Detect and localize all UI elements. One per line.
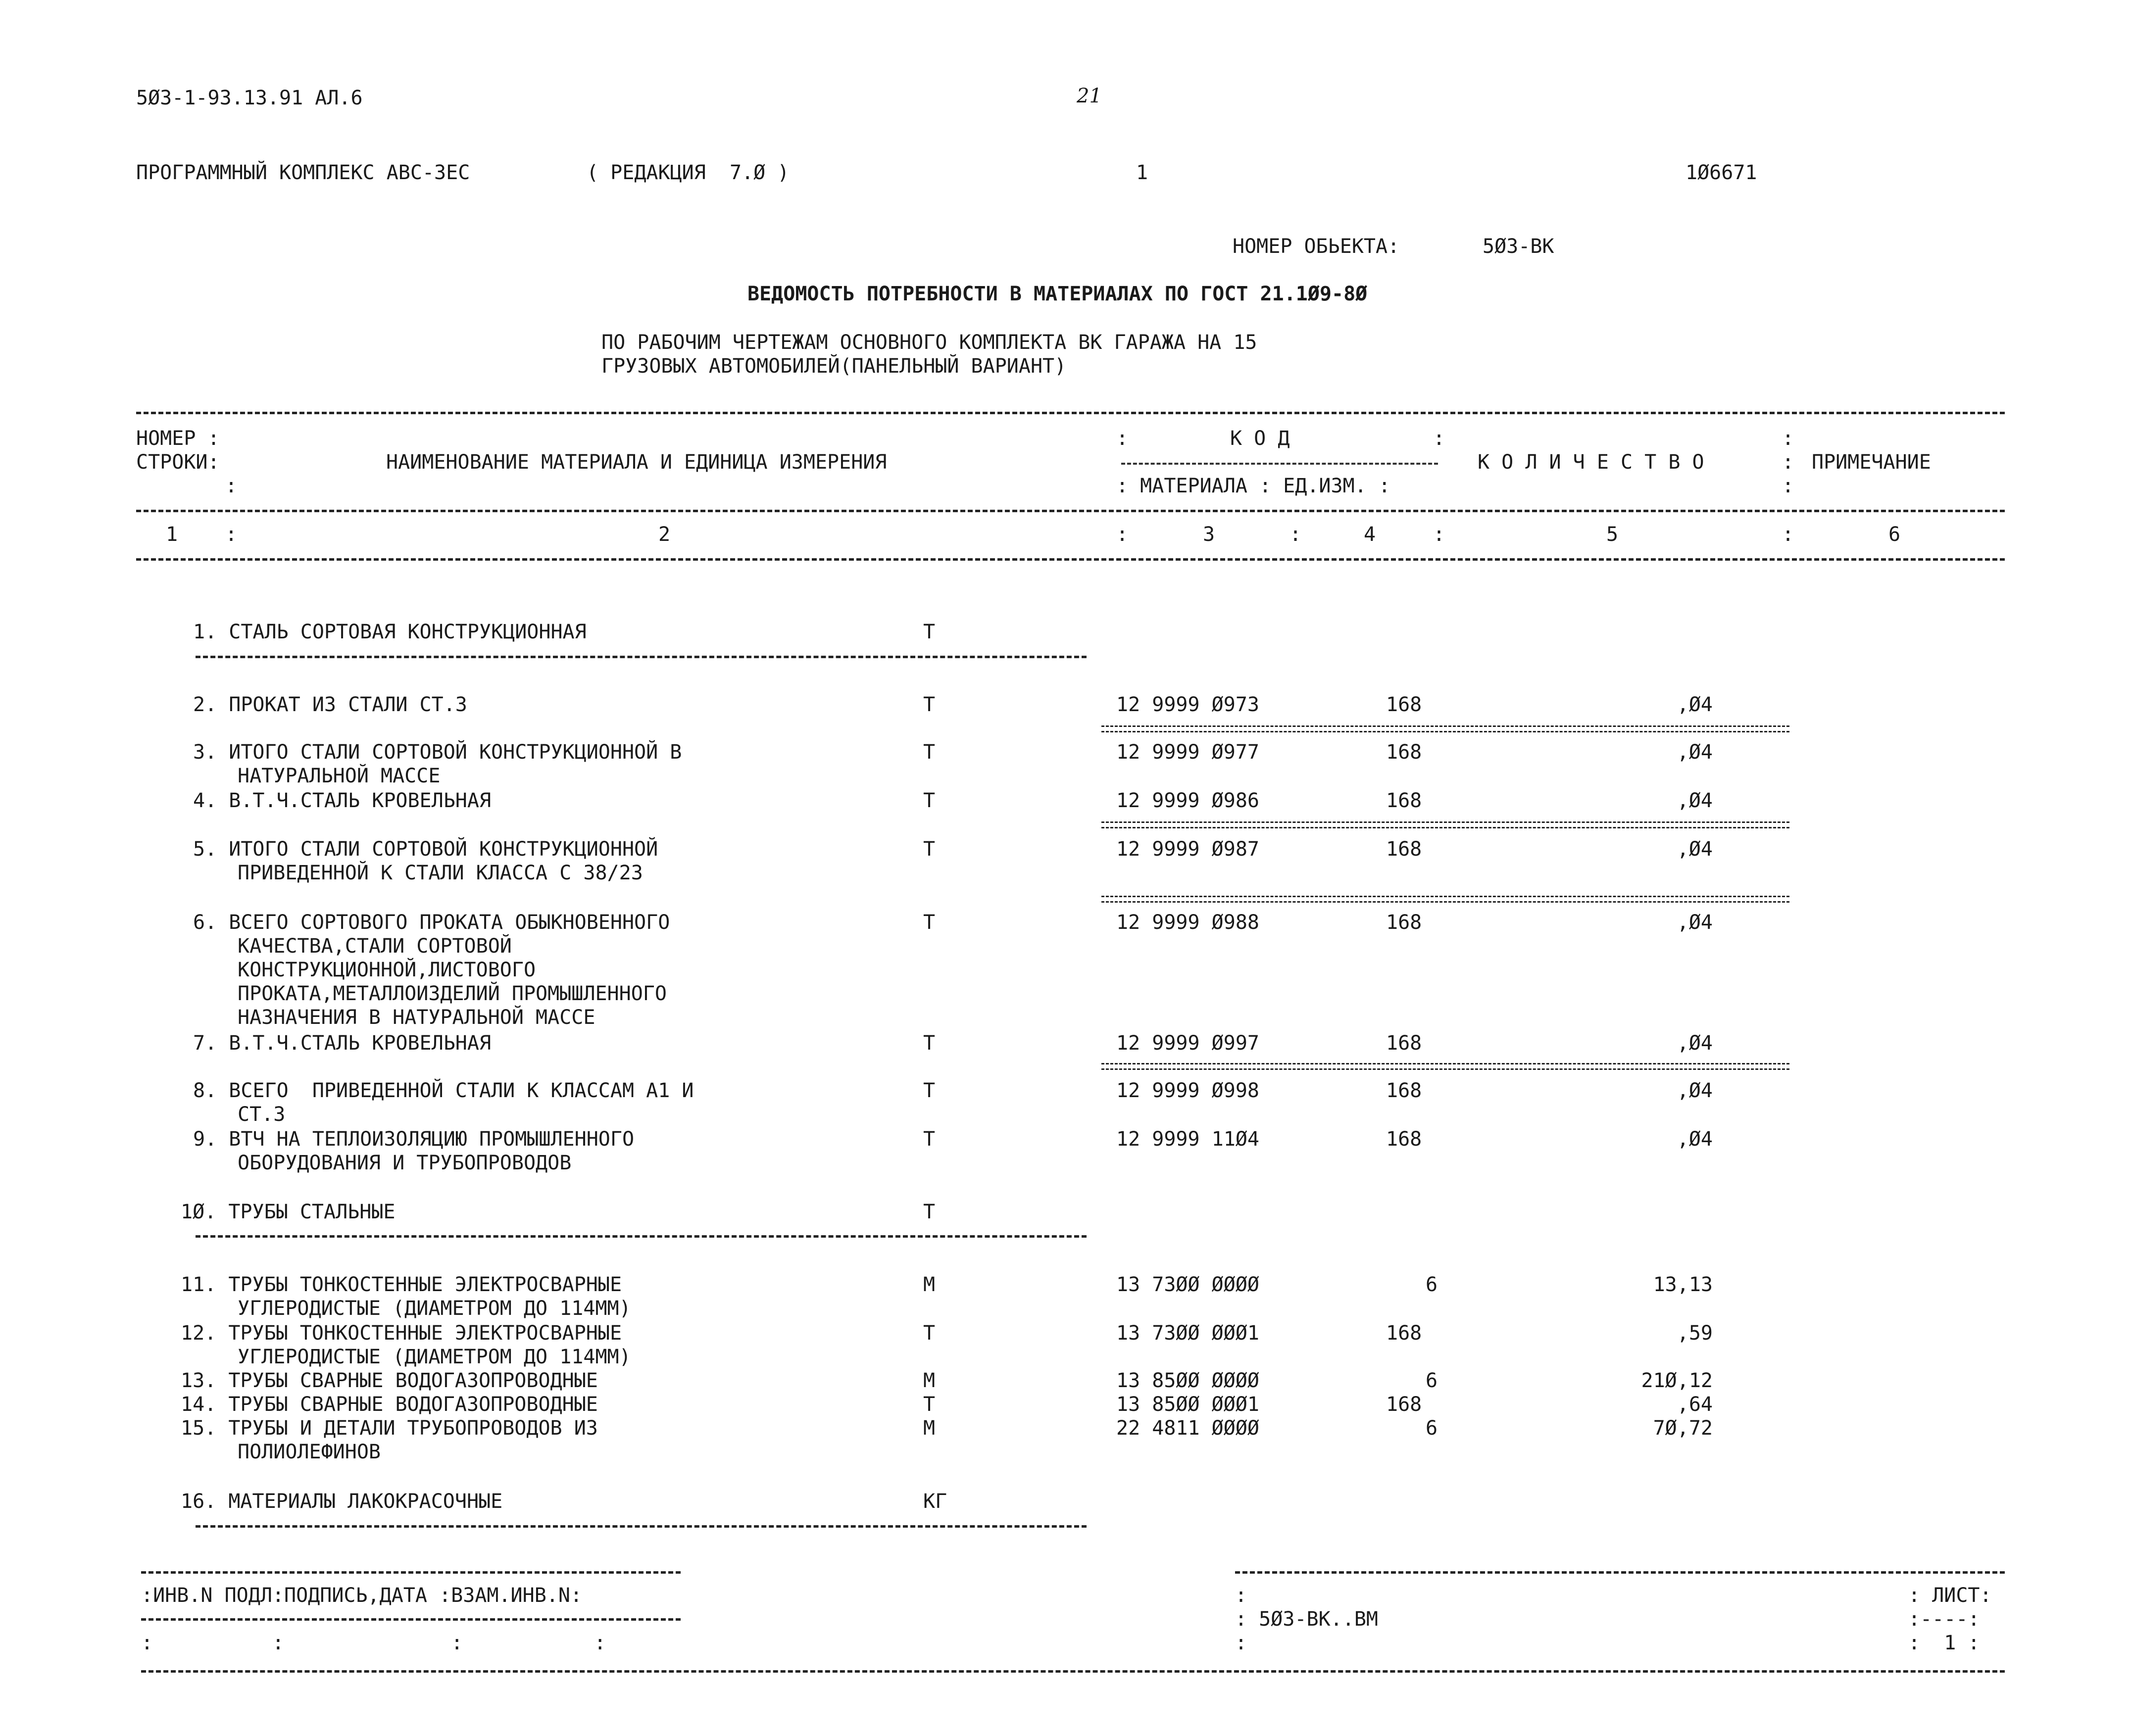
serial-number: 1Ø6671: [1685, 161, 1757, 184]
row-name: 11. ТРУБЫ ТОНКОСТЕННЫЕ ЭЛЕКТРОСВАРНЫЕ: [181, 1273, 622, 1296]
col-sep: :: [1116, 523, 1129, 546]
stamp-row: : : : :: [141, 1632, 606, 1654]
row-name-cont: УГЛЕРОДИСТЫЕ (ДИАМЕТРОМ ДО 114ММ): [238, 1297, 631, 1320]
row-name: 1Ø. ТРУБЫ СТАЛЬНЫЕ: [181, 1201, 396, 1223]
subtitle-line-1: ПО РАБОЧИМ ЧЕРТЕЖАМ ОСНОВНОГО КОМПЛЕКТА ВК ГАРАЖА НА 15: [601, 331, 1257, 354]
row-unit: Т: [923, 1128, 936, 1151]
stamp-header: :ИНВ.N ПОДЛ:ПОДПИСЬ,ДАТА :ВЗАМ.ИНВ.N:: [141, 1584, 583, 1607]
row-unit: Т: [923, 1201, 936, 1223]
row-quantity: ,Ø4: [1677, 1032, 1713, 1055]
row-quantity: ,Ø4: [1677, 1128, 1713, 1151]
row-unit: КГ: [923, 1490, 947, 1513]
row-unit: Т: [923, 1032, 936, 1055]
subtotal-rule: [1101, 725, 1789, 732]
row-unit-code: 168: [1386, 838, 1422, 861]
row-name: 15. ТРУБЫ И ДЕТАЛИ ТРУБОПРОВОДОВ ИЗ: [181, 1417, 598, 1440]
row-quantity: ,Ø4: [1677, 838, 1713, 861]
col-sep: :: [1782, 475, 1794, 497]
col-sep: :: [1433, 427, 1445, 450]
row-quantity: ,Ø4: [1677, 741, 1713, 764]
col-sep: :: [1116, 427, 1129, 450]
row-material-code: 12 9999 Ø997: [1116, 1032, 1259, 1055]
col-sep: :: [1782, 427, 1794, 450]
col-sep: :: [1782, 523, 1794, 546]
subtitle-line-2: ГРУЗОВЫХ АВТОМОБИЛЕЙ(ПАНЕЛЬНЫЙ ВАРИАНТ): [601, 355, 1067, 378]
row-unit-code: 168: [1386, 789, 1422, 812]
program-name: ПРОГРАММНЫЙ КОМПЛЕКС АВС-3ЕС: [136, 161, 470, 184]
col2-header: НАИМЕНОВАНИЕ МАТЕРИАЛА И ЕДИНИЦА ИЗМЕРЕНИЯ: [386, 451, 887, 474]
row-quantity: ,64: [1677, 1393, 1713, 1416]
stamp-mid-rule: [141, 1618, 681, 1621]
row-unit: Т: [923, 1322, 936, 1345]
row-unit: Т: [923, 693, 936, 716]
row-quantity: ,Ø4: [1677, 1079, 1713, 1102]
row-name-cont: КОНСТРУКЦИОННОЙ,ЛИСТОВОГО: [238, 959, 536, 981]
row-quantity: ,Ø4: [1677, 911, 1713, 934]
section-rule: [196, 1235, 1087, 1238]
row-quantity: ,Ø4: [1677, 789, 1713, 812]
row-unit-code: 168: [1386, 1032, 1422, 1055]
object-number-label: НОМЕР ОБЬЕКТА:: [1233, 235, 1400, 258]
row-name-cont: ПРИВЕДЕННОЙ К СТАЛИ КЛАССА С 38/23: [238, 862, 643, 884]
row-name: 8. ВСЕГО ПРИВЕДЕННОЙ СТАЛИ К КЛАССАМ А1 И: [193, 1079, 694, 1102]
document-code: 5Ø3-1-93.13.91 АЛ.6: [136, 87, 363, 109]
row-unit: Т: [923, 1393, 936, 1416]
row-unit-code: 6: [1426, 1417, 1438, 1440]
subtotal-rule: [1101, 821, 1789, 828]
page-title: ВЕДОМОСТЬ ПОТРЕБНОСТИ В МАТЕРИАЛАХ ПО ГОСТ 21.1Ø9-8Ø: [747, 283, 1368, 305]
row-material-code: 12 9999 Ø987: [1116, 838, 1259, 861]
row-unit: Т: [923, 838, 936, 861]
row-unit: Т: [923, 621, 936, 643]
row-name: 14. ТРУБЫ СВАРНЫЕ ВОДОГАЗОПРОВОДНЫЕ: [181, 1393, 598, 1416]
doc-reference: : 5Ø3-ВК..ВМ: [1235, 1608, 1378, 1631]
stamp-top-rule-right: [1235, 1571, 2005, 1574]
row-unit-code: 168: [1386, 741, 1422, 764]
stamp-top-rule-left: [141, 1571, 681, 1574]
code-subheader: : МАТЕРИАЛА : ЕД.ИЗМ. :: [1116, 475, 1390, 497]
row-material-code: 12 9999 11Ø4: [1116, 1128, 1259, 1151]
row-quantity: 21Ø,12: [1641, 1369, 1713, 1392]
colnum-3: 3: [1203, 523, 1215, 546]
col1-header-line2: СТРОКИ:: [136, 451, 220, 474]
row-unit: Т: [923, 1079, 936, 1102]
row-material-code: 12 9999 Ø973: [1116, 693, 1259, 716]
doc-ref-colon: :: [1235, 1632, 1247, 1654]
sheet-separator: :----:: [1908, 1608, 1980, 1631]
table-top-rule: [136, 412, 2005, 414]
row-name: 1. СТАЛЬ СОРТОВАЯ КОНСТРУКЦИОННАЯ: [193, 621, 587, 643]
row-name: 5. ИТОГО СТАЛИ СОРТОВОЙ КОНСТРУКЦИОННОЙ: [193, 838, 658, 861]
row-name: 7. В.Т.Ч.СТАЛЬ КРОВЕЛЬНАЯ: [193, 1032, 492, 1055]
row-name-cont: СТ.3: [238, 1103, 286, 1126]
sheet-label: : ЛИСТ:: [1908, 1584, 1992, 1607]
row-name: 16. МАТЕРИАЛЫ ЛАКОКРАСОЧНЫЕ: [181, 1490, 503, 1513]
sheet-number: : 1 :: [1908, 1632, 1980, 1654]
row-material-code: 13 85ØØ ØØØ1: [1116, 1393, 1259, 1416]
row-quantity: ,Ø4: [1677, 693, 1713, 716]
row-unit-code: 168: [1386, 693, 1422, 716]
colnum-5: 5: [1606, 523, 1619, 546]
quantity-header: К О Л И Ч Е С Т В О: [1478, 451, 1704, 474]
row-unit-code: 168: [1386, 1128, 1422, 1151]
colnum-6: 6: [1888, 523, 1901, 546]
section-rule: [196, 656, 1087, 658]
section-rule: [196, 1525, 1087, 1528]
row-name: 13. ТРУБЫ СВАРНЫЕ ВОДОГАЗОПРОВОДНЫЕ: [181, 1369, 598, 1392]
row-unit: Т: [923, 741, 936, 764]
row-unit-code: 6: [1426, 1369, 1438, 1392]
col-sep: :: [1289, 523, 1302, 546]
row-material-code: 13 85ØØ ØØØØ: [1116, 1369, 1259, 1392]
row-name-cont: УГЛЕРОДИСТЫЕ (ДИАМЕТРОМ ДО 114ММ): [238, 1346, 631, 1368]
row-name-cont: ПОЛИОЛЕФИНОВ: [238, 1441, 381, 1463]
colnum-4: 4: [1364, 523, 1376, 546]
row-name-cont: НАЗНАЧЕНИЯ В НАТУРАЛЬНОЙ МАССЕ: [238, 1006, 595, 1029]
row-unit-code: 168: [1386, 1322, 1422, 1345]
colnum-2: 2: [658, 523, 671, 546]
row-unit-code: 168: [1386, 1393, 1422, 1416]
row-unit-code: 6: [1426, 1273, 1438, 1296]
col1-header-line1: НОМЕР :: [136, 427, 220, 450]
row-material-code: 13 73ØØ ØØØ1: [1116, 1322, 1259, 1345]
subtotal-rule: [1101, 1063, 1789, 1070]
row-unit: Т: [923, 911, 936, 934]
code-header-rule: [1121, 463, 1438, 465]
code-header: К О Д: [1230, 427, 1290, 450]
row-material-code: 12 9999 Ø998: [1116, 1079, 1259, 1102]
col-sep: :: [1782, 451, 1794, 474]
header-bottom-rule: [136, 558, 2005, 561]
row-name: 9. ВТЧ НА ТЕПЛОИЗОЛЯЦИЮ ПРОМЫШЛЕННОГО: [193, 1128, 635, 1151]
row-unit: М: [923, 1417, 936, 1440]
stamp-bottom-rule: [141, 1670, 2005, 1673]
row-name: 4. В.Т.Ч.СТАЛЬ КРОВЕЛЬНАЯ: [193, 789, 492, 812]
row-name: 6. ВСЕГО СОРТОВОГО ПРОКАТА ОБЫКНОВЕННОГО: [193, 911, 670, 934]
col-sep: :: [225, 523, 238, 546]
row-quantity: ,59: [1677, 1322, 1713, 1345]
row-name-cont: ОБОРУДОВАНИЯ И ТРУБОПРОВОДОВ: [238, 1152, 572, 1174]
page-number: 1: [1136, 161, 1148, 184]
row-material-code: 22 4811 ØØØØ: [1116, 1417, 1259, 1440]
row-material-code: 12 9999 Ø988: [1116, 911, 1259, 934]
row-unit: Т: [923, 789, 936, 812]
colnum-1: 1: [166, 523, 178, 546]
col-sep: :: [1433, 523, 1445, 546]
row-quantity: 7Ø,72: [1653, 1417, 1713, 1440]
row-material-code: 12 9999 Ø977: [1116, 741, 1259, 764]
note-header: ПРИМЕЧАНИЕ: [1812, 451, 1931, 474]
row-name: 3. ИТОГО СТАЛИ СОРТОВОЙ КОНСТРУКЦИОННОЙ В: [193, 741, 682, 764]
row-unit: М: [923, 1273, 936, 1296]
row-material-code: 12 9999 Ø986: [1116, 789, 1259, 812]
row-unit-code: 168: [1386, 1079, 1422, 1102]
row-unit: М: [923, 1369, 936, 1392]
subtotal-rule: [1101, 896, 1789, 903]
object-number-value: 5Ø3-ВК: [1483, 235, 1554, 258]
edition: ( РЕДАКЦИЯ 7.Ø ): [587, 161, 790, 184]
col1-header-line3: :: [225, 475, 238, 497]
header-mid-rule: [136, 510, 2005, 512]
doc-ref-colon: :: [1235, 1584, 1247, 1607]
row-material-code: 13 73ØØ ØØØØ: [1116, 1273, 1259, 1296]
handwritten-page-number: 21: [1077, 85, 1102, 107]
row-name-cont: КАЧЕСТВА,СТАЛИ СОРТОВОЙ: [238, 935, 512, 958]
row-unit-code: 168: [1386, 911, 1422, 934]
row-name: 2. ПРОКАТ ИЗ СТАЛИ СТ.3: [193, 693, 467, 716]
row-name: 12. ТРУБЫ ТОНКОСТЕННЫЕ ЭЛЕКТРОСВАРНЫЕ: [181, 1322, 622, 1345]
row-name-cont: ПРОКАТА,МЕТАЛЛОИЗДЕЛИЙ ПРОМЫШЛЕННОГО: [238, 982, 667, 1005]
row-quantity: 13,13: [1653, 1273, 1713, 1296]
row-name-cont: НАТУРАЛЬНОЙ МАССЕ: [238, 765, 441, 787]
